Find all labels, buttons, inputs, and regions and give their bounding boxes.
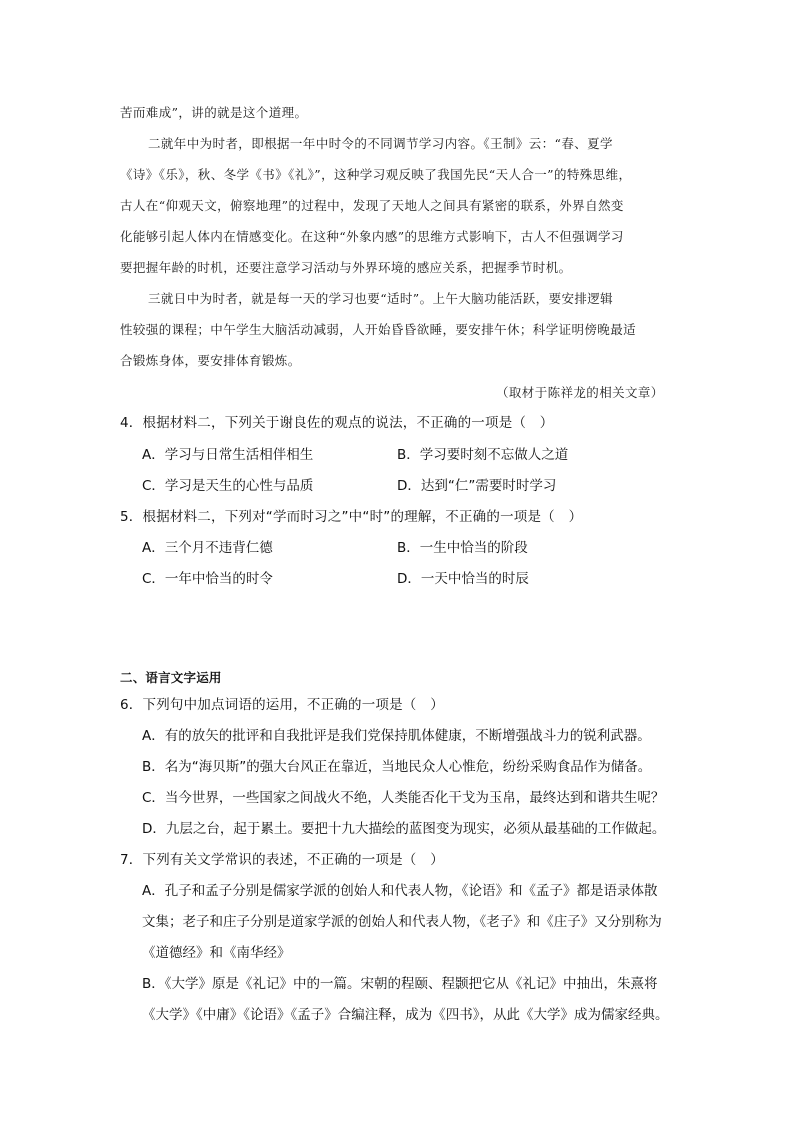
passage-source: （取材于陈祥龙的相关文章） bbox=[496, 385, 664, 400]
passage-line: 《诗》《乐》，秋、冬学《书》《礼》”，这种学习观反映了我国先民“天人合一”的特殊思维， bbox=[120, 167, 632, 182]
question-7-option-b-line: B．《大学》原是《礼记》中的一篇。宋朝的程颐、程颢把它从《礼记》中抽出，朱熹将 bbox=[142, 976, 658, 992]
question-4-stem: 4．根据材料二，下列关于谢良佐的观点的说法，不正确的一项是（ ） bbox=[120, 415, 554, 431]
question-5-stem: 5．根据材料二，下列对“学而时习之”中“时”的理解，不正确的一项是（ ） bbox=[120, 509, 583, 525]
question-6-option-d: D．九层之台，起于累土。要把十九大描绘的蓝图变为现实，必须从最基础的工作做起。 bbox=[142, 821, 666, 837]
question-7-option-a-line: A．孔子和孟子分别是儒家学派的创始人和代表人物，《论语》和《孟子》都是语录体散 bbox=[142, 883, 658, 899]
passage-line: 合锻炼身体，要安排体育锻炼。 bbox=[120, 353, 301, 368]
question-5-option-b: B．一生中恰当的阶段 bbox=[397, 540, 528, 556]
question-4-option-d: D．达到“仁”需要时时学习 bbox=[397, 478, 557, 494]
question-4-option-b: B．学习要时刻不忘做人之道 bbox=[397, 447, 569, 463]
question-6-option-b: B．名为“海贝斯”的强大台风正在靠近，当地民众人心惟危，纷纷采购食品作为储备。 bbox=[142, 759, 652, 775]
question-7-option-a-line: 《道德经》和《南华经》 bbox=[142, 945, 291, 961]
question-5-option-c: C．一年中恰当的时令 bbox=[142, 571, 273, 587]
passage-line: 苦而难成”，讲的就是这个道理。 bbox=[120, 105, 308, 120]
question-5-option-d: D．一天中恰当的时辰 bbox=[397, 571, 529, 587]
question-7-option-b-line: 《大学》《中庸》《论语》《孟子》合编注释，成为《四书》，从此《大学》成为儒家经典。 bbox=[142, 1007, 669, 1023]
section-heading: 二、语言文字运用 bbox=[120, 670, 222, 685]
passage-line: 要把握年龄的时机，还要注意学习活动与外界环境的感应关系，把握季节时机。 bbox=[120, 260, 572, 275]
question-7-stem: 7．下列有关文学常识的表述，不正确的一项是（ ） bbox=[120, 852, 444, 868]
question-4-option-a: A．学习与日常生活相伴相生 bbox=[142, 447, 314, 463]
question-6-option-c: C．当今世界，一些国家之间战火不绝，人类能否化干戈为玉帛，最终达到和谐共生呢？ bbox=[142, 790, 665, 806]
passage-line: 三就日中为时者，就是每一天的学习也要“适时”。上午大脑功能活跃，要安排逻辑 bbox=[148, 291, 614, 306]
passage-line: 二就年中为时者，即根据一年中时令的不同调节学习内容。《王制》云：“春、夏学 bbox=[148, 136, 613, 151]
passage-line: 化能够引起人体内在情感变化。在这种“外象内感”的思维方式影响下，古人不但强调学习 bbox=[120, 229, 624, 244]
passage-line: 性较强的课程；中午学生大脑活动减弱，人开始昏昏欲睡，要安排午休；科学证明傍晚最适 bbox=[120, 322, 637, 337]
passage-line: 古人在“仰观天文，俯察地理”的过程中，发现了天地人之间具有紧密的联系，外界自然变 bbox=[120, 198, 624, 213]
question-4-option-c: C．学习是天生的心性与品质 bbox=[142, 478, 314, 494]
question-6-option-a: A．有的放矢的批评和自我批评是我们党保持肌体健康，不断增强战斗力的锐利武器。 bbox=[142, 728, 651, 744]
question-7-option-a-line: 文集；老子和庄子分别是道家学派的创始人和代表人物，《老子》和《庄子》又分别称为 bbox=[142, 914, 662, 930]
question-6-stem: 6．下列句中加点词语的运用，不正确的一项是（ ） bbox=[120, 697, 444, 713]
question-5-option-a: A．三个月不违背仁德 bbox=[142, 540, 273, 556]
